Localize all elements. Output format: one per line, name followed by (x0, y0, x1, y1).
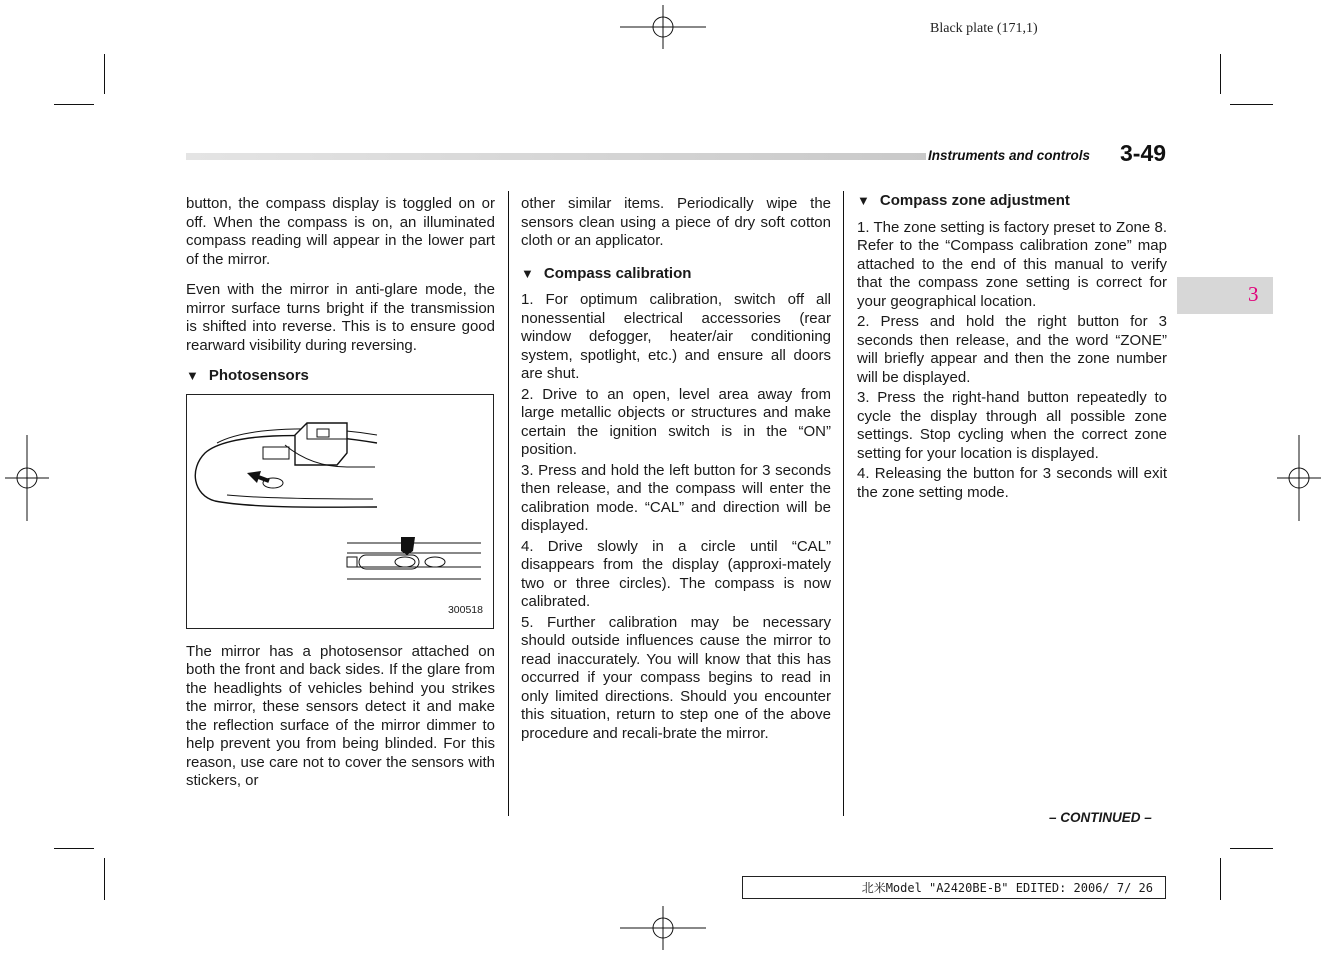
plate-label: Black plate (171,1) (930, 21, 1038, 36)
registration-mark-top (620, 5, 706, 49)
crop-mark (54, 848, 94, 849)
list-item: 4. Drive slowly in a circle until “CAL” disappears from the display (approxi-mately two or three circles). The compass is now calibrated. (521, 537, 831, 610)
paragraph: The mirror has a photosensor attached on both the front and back sides. If the glare from the headlights of vehicles behind you strikes the mirror, these sensors detect it and make the reflection surface of the mirror dimmer to help prevent you from being blinded. For this reason, use care not to cover the sensors with stickers, or (186, 642, 495, 789)
crop-mark (1230, 848, 1273, 849)
section-title: Instruments and controls (928, 148, 1091, 163)
section-heading: ▼ Compass zone adjustment (857, 192, 1070, 209)
column-3 (857, 192, 1167, 504)
crop-mark (104, 54, 105, 94)
header-bar (186, 153, 926, 160)
paragraph: Even with the mirror in anti-glare mode, the mirror surface turns bright if the transmission is shifted into reverse. This is to ensure good rearward visibility during reversing. (186, 281, 495, 354)
continued-label: – CONTINUED – (1049, 810, 1152, 825)
crop-mark (1220, 858, 1221, 900)
edit-info-text: 北米Model "A2420BE-B" EDITED: 2006/ 7/ 26 (861, 881, 1153, 895)
chapter-tab-number: 3 (1248, 282, 1259, 306)
mirror-illustration (187, 395, 493, 628)
registration-mark-left (5, 435, 49, 521)
crop-mark (1220, 54, 1221, 94)
triangle-bullet-icon: ▼ (186, 368, 199, 383)
list-item: 3. Press the right-hand button repeatedly to cycle the display through all possible zone settings. Stop cycling when the correct zone setting for your location is displayed. (857, 389, 1167, 462)
list-item: 1. For optimum calibration, switch off all nonessential electrical accessories (rear window defogger, heater/air conditioning system, spotlight, etc.) and ensure all doors are shut. (521, 291, 831, 382)
column-1 (186, 195, 495, 803)
registration-mark-right (1277, 435, 1321, 521)
page-number: 3-49 (1120, 140, 1167, 166)
section-heading: ▼ Photosensors (186, 367, 309, 384)
crop-mark (54, 104, 94, 105)
column-divider (843, 191, 844, 816)
triangle-bullet-icon: ▼ (857, 193, 870, 208)
paragraph: other similar items. Periodically wipe the sensors clean using a piece of dry soft cotton cloth or an applicator. (521, 195, 831, 249)
mirror-photosensor-figure (186, 394, 494, 629)
list-item: 5. Further calibration may be necessary should outside influences cause the mirror to read inaccurately. You will know that this has occurred if your compass begins to read in only limited directions. Should you encounter this situation, return to step one of the above procedure and recali-brate the mirror. (521, 613, 831, 742)
triangle-bullet-icon: ▼ (521, 265, 534, 281)
column-2 (521, 195, 831, 745)
crop-mark (1230, 104, 1273, 105)
chapter-tab (1177, 277, 1273, 314)
list-item: 2. Drive to an open, level area away from large metallic objects or structures and make certain the ignition switch is in the “ON” position. (521, 385, 831, 458)
crop-mark (104, 858, 105, 900)
list-item: 1. The zone setting is factory preset to Zone 8. Refer to the “Compass calibration zone” map attached to the end of this manual to verify that the compass zone setting is correct for your geographical location. (857, 218, 1167, 310)
list-item: 4. Releasing the button for 3 seconds will exit the zone setting mode. (857, 465, 1167, 501)
paragraph: button, the compass display is toggled on or off. When the compass is on, an illuminated compass reading will appear in the lower part of the mirror. (186, 195, 495, 268)
list-item: 3. Press and hold the left button for 3 seconds then release, and the compass will enter the calibration mode. “CAL” and direction will be displayed. (521, 461, 831, 534)
column-divider (508, 191, 509, 816)
figure-code: 300518 (447, 604, 483, 616)
list-item: 2. Press and hold the right button for 3 seconds then release, and the word “ZONE” will briefly appear and then the zone number will be displayed. (857, 313, 1167, 386)
edit-info-box (742, 876, 1166, 899)
section-heading: ▼ Compass calibration (521, 264, 692, 282)
registration-mark-bottom (620, 906, 706, 950)
